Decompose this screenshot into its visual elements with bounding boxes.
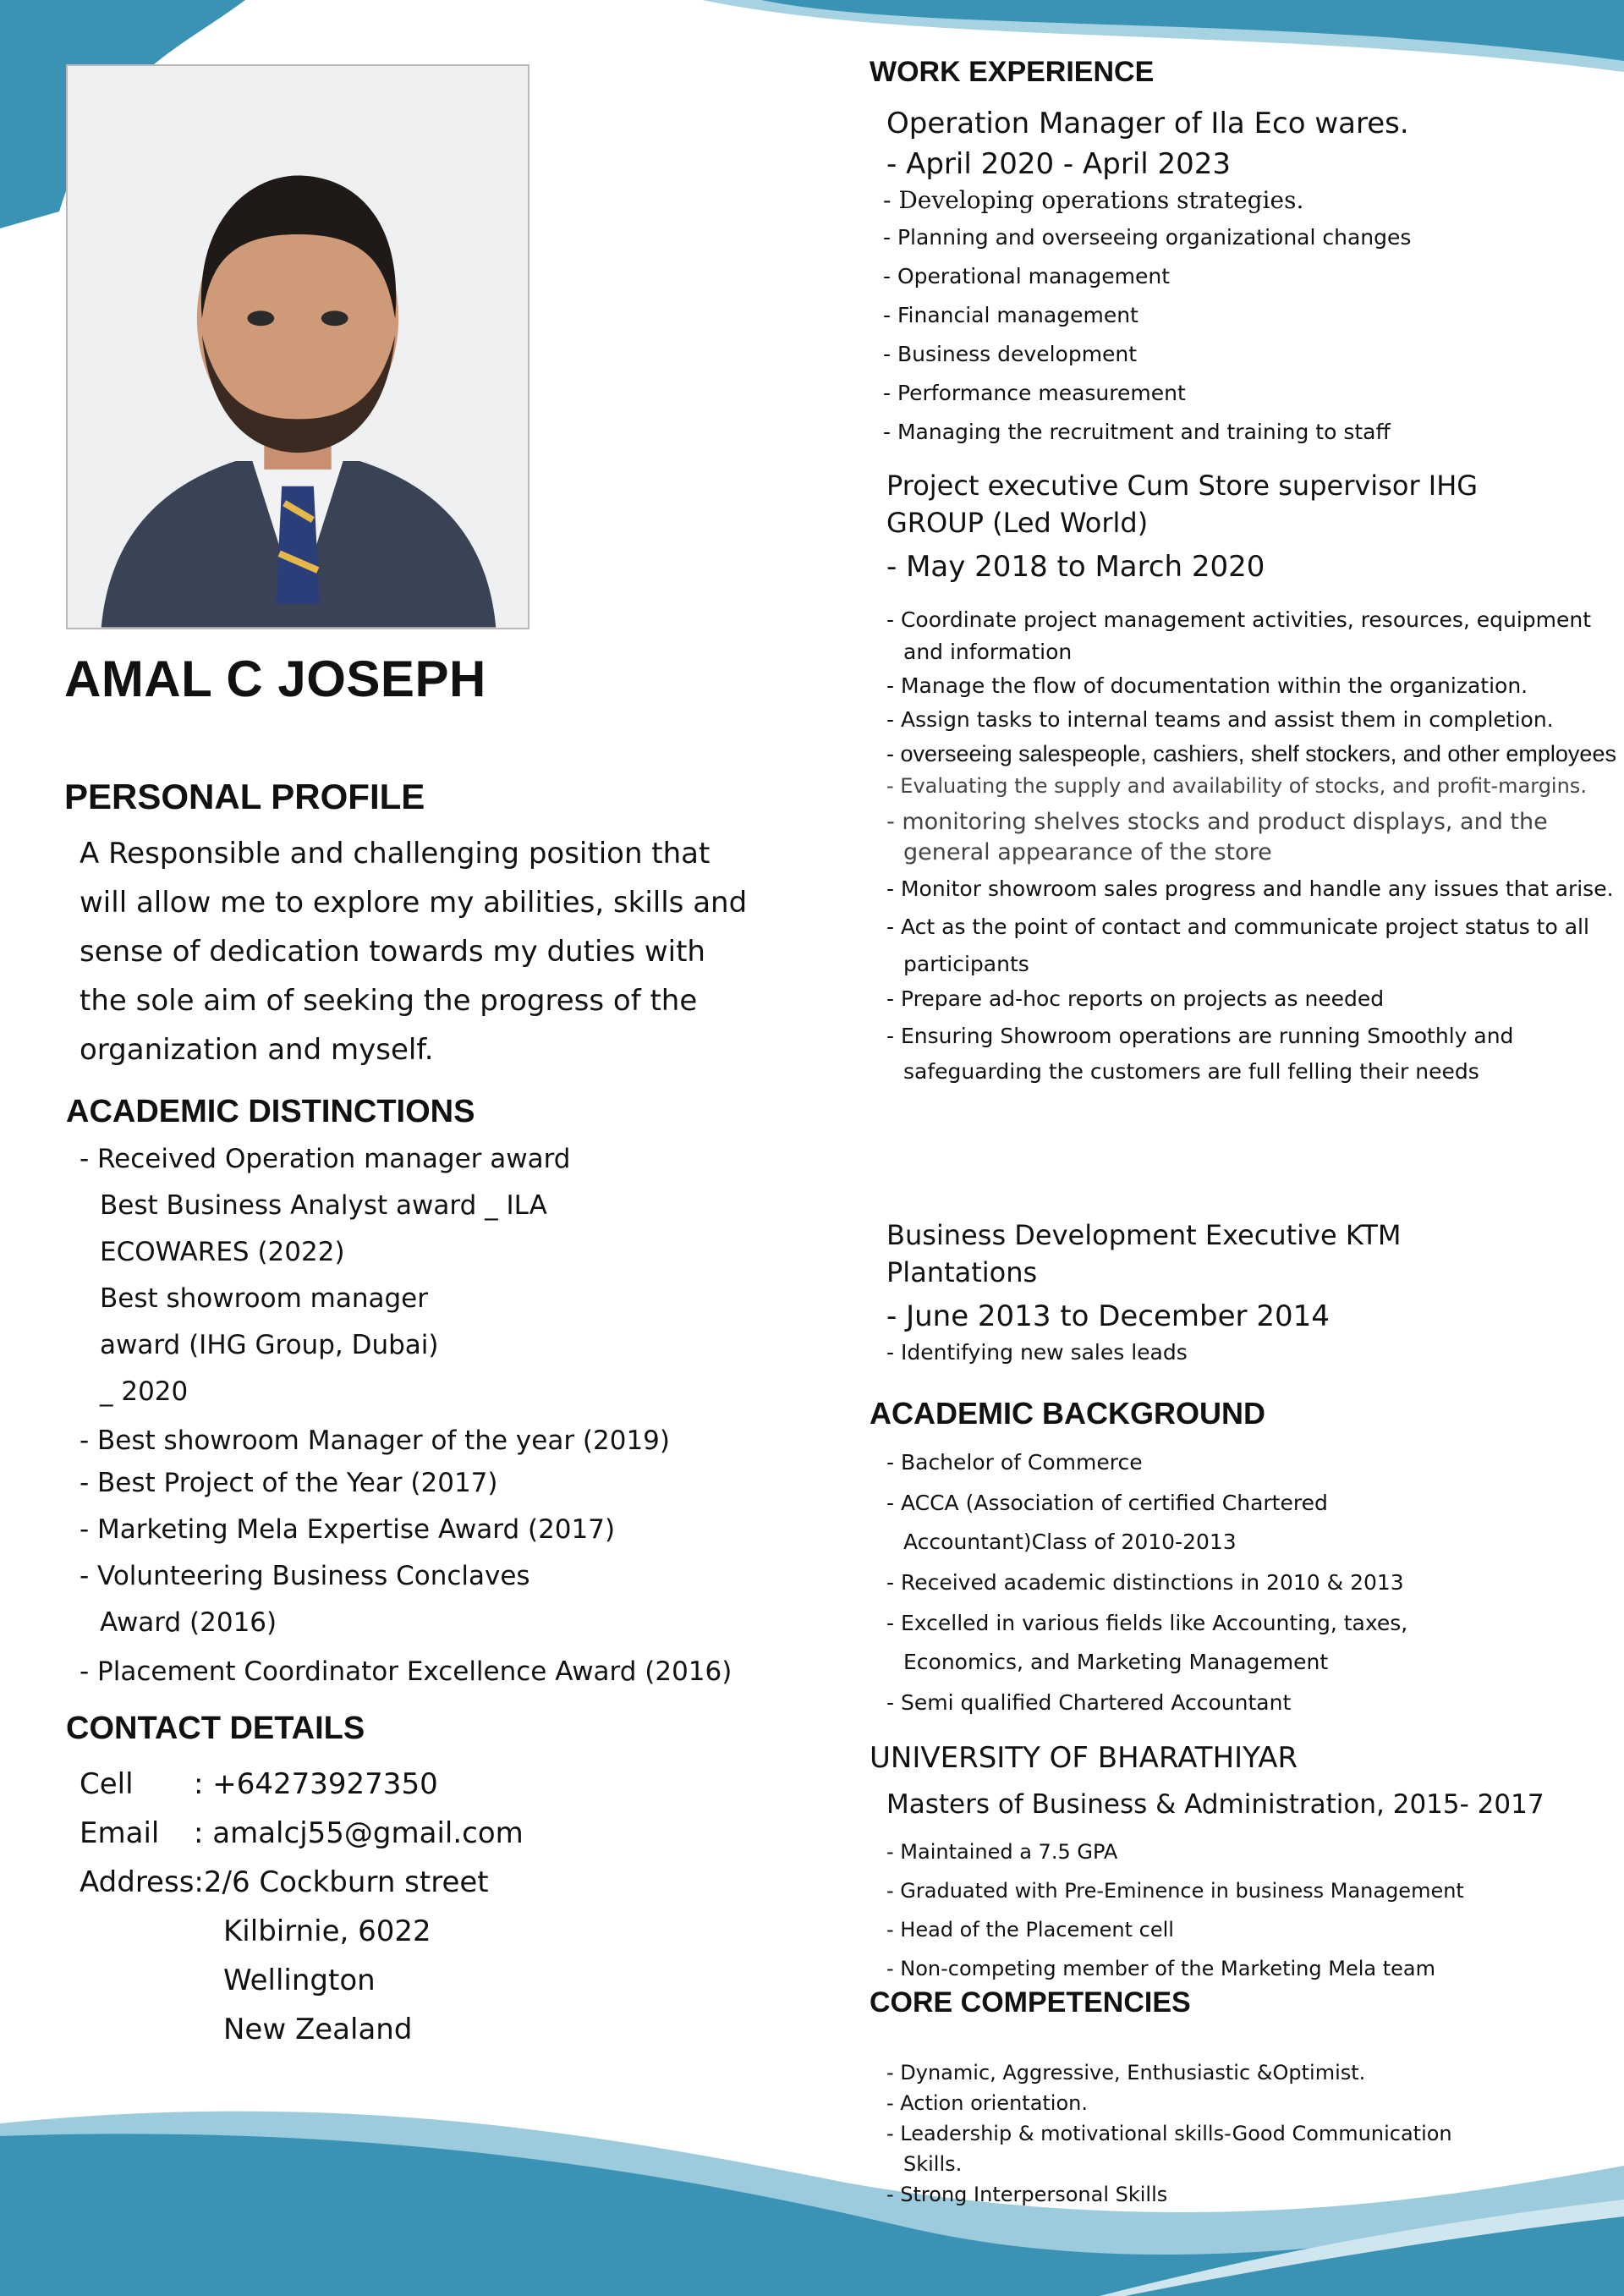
cell-value[interactable]: : +64273927350 (194, 1767, 438, 1801)
address-row (80, 1858, 524, 1907)
list-item: - Head of the Placement cell (886, 1918, 1174, 1942)
list-item: - Manage the flow of documentation within the organization. (886, 673, 1528, 698)
job-duties-list (886, 604, 1622, 1090)
cell-row (80, 1760, 524, 1809)
personal-profile-heading: PERSONAL PROFILE (64, 777, 425, 816)
work-experience-heading: WORK EXPERIENCE (870, 56, 1155, 88)
address-line: Wellington (223, 1964, 376, 1997)
list-item: - Prepare ad-hoc reports on projects as needed (886, 986, 1385, 1011)
list-item: - Leadership & motivational skills-Good Communication Skills. (886, 2122, 1452, 2176)
list-item: - Identifying new sales leads (886, 1340, 1188, 1365)
list-item: ECOWARES (2022) (100, 1237, 345, 1267)
address-line: New Zealand (223, 2013, 413, 2046)
list-item: - Developing operations strategies. (883, 186, 1304, 214)
list-item: - ACCA (Association of certified Chartered Accountant)Class of 2010-2013 (886, 1491, 1328, 1554)
email-row (80, 1809, 524, 1858)
list-item: - Bachelor of Commerce (886, 1450, 1143, 1475)
candidate-name: AMAL C JOSEPH (64, 651, 486, 707)
university-list (886, 1832, 1464, 1988)
academic-distinctions-heading: ACADEMIC DISTINCTIONS (66, 1094, 475, 1129)
list-item: - Managing the recruitment and training to staff (883, 420, 1391, 444)
job-title: Project executive Cum Store supervisor IHG GROUP (Led World) (886, 470, 1479, 539)
list-item: Award (2016) (100, 1607, 277, 1638)
list-item: - Placement Coordinator Excellence Award (2016) (80, 1656, 732, 1687)
list-item: - overseeing salespeople, cashiers, shelf stockers, and other employees (886, 741, 1616, 766)
email-value[interactable]: : amalcj55@gmail.com (194, 1816, 524, 1850)
personal-profile-text: A Responsible and challenging position that will allow me to explore my abilities, skills and sense of dedication towards my duties with the sole aim of seeking the progress of the organization and myself. (80, 837, 748, 1067)
list-item: - Received academic distinctions in 2010 & 2013 (886, 1570, 1404, 1595)
list-item: - Best Project of the Year (2017) (80, 1468, 498, 1498)
list-item: - Non-competing member of the Marketing Mela team (886, 1957, 1435, 1980)
academic-background-heading: ACADEMIC BACKGROUND (870, 1396, 1265, 1431)
list-item: - Semi qualified Chartered Accountant (886, 1690, 1292, 1715)
job-duties-list (886, 1340, 1188, 1365)
academic-distinctions-list (80, 1144, 824, 1703)
list-item: - Coordinate project management activities, resources, equipment and information (886, 607, 1592, 664)
academic-background-list (886, 1443, 1445, 1722)
list-item: - Dynamic, Aggressive, Enthusiastic &Optimist. (886, 2061, 1366, 2085)
list-item: - Volunteering Business Conclaves (80, 1561, 530, 1591)
job-dates: - May 2018 to March 2020 (886, 550, 1265, 584)
list-item: Best Business Analyst award _ ILA (100, 1190, 547, 1221)
list-item: - Business development (883, 342, 1138, 366)
university-name: UNIVERSITY OF BHARATHIYAR (870, 1741, 1298, 1775)
job-dates: - June 2013 to December 2014 (886, 1299, 1330, 1333)
list-item: - Assign tasks to internal teams and assist them in completion. (886, 707, 1554, 732)
university-degree: Masters of Business & Administration, 2015- 2017 (886, 1789, 1544, 1820)
list-item: - Strong Interpersonal Skills (886, 2183, 1168, 2206)
list-item: - Performance measurement (883, 381, 1186, 405)
list-item: - Monitor showroom sales progress and handle any issues that arise. (886, 876, 1614, 901)
list-item: - Act as the point of contact and communicate project status to all participants (886, 915, 1589, 976)
list-item: - monitoring shelves stocks and product displays, and the general appearance of the store (886, 809, 1548, 865)
list-item: - Evaluating the supply and availability of stocks, and profit-margins. (886, 774, 1587, 798)
core-competencies-list (886, 2057, 1479, 2210)
core-competencies-heading: CORE COMPETENCIES (870, 1986, 1191, 2019)
list-item: - Maintained a 7.5 GPA (886, 1840, 1118, 1864)
list-item: Best showroom manager (100, 1283, 428, 1314)
job-title: Operation Manager of Ila Eco wares. (886, 107, 1409, 140)
email-label: Email (80, 1816, 160, 1850)
job-dates: - April 2020 - April 2023 (886, 147, 1232, 181)
list-item: - Action orientation. (886, 2091, 1088, 2115)
list-item: - Ensuring Showroom operations are running Smoothly and safeguarding the customers are full felling their needs (886, 1024, 1514, 1084)
list-item: award (IHG Group, Dubai) (100, 1330, 439, 1360)
list-item: - Operational management (883, 264, 1171, 288)
list-item: - Graduated with Pre-Eminence in business Management (886, 1879, 1464, 1903)
list-item: - Best showroom Manager of the year (2019) (80, 1425, 670, 1456)
contact-details (80, 1760, 524, 2054)
profile-photo (66, 64, 529, 629)
list-item: - Financial management (883, 303, 1138, 327)
job-duties-list (883, 186, 1411, 459)
address-label: Address: (80, 1865, 204, 1899)
list-item: - Excelled in various fields like Accounting, taxes, Economics, and Marketing Management (886, 1611, 1408, 1674)
address-line: 2/6 Cockburn street (203, 1865, 489, 1899)
address-line: Kilbirnie, 6022 (223, 1914, 431, 1948)
job-title: Business Development Executive KTM Plantations (886, 1219, 1402, 1288)
contact-details-heading: CONTACT DETAILS (66, 1711, 365, 1746)
list-item: - Received Operation manager award (80, 1144, 571, 1174)
list-item: - Marketing Mela Expertise Award (2017) (80, 1514, 616, 1545)
list-item: - Planning and overseeing organizational changes (883, 225, 1412, 250)
list-item: _ 2020 (100, 1376, 189, 1407)
cell-label: Cell (80, 1767, 134, 1801)
portrait-photo-icon (68, 66, 528, 628)
